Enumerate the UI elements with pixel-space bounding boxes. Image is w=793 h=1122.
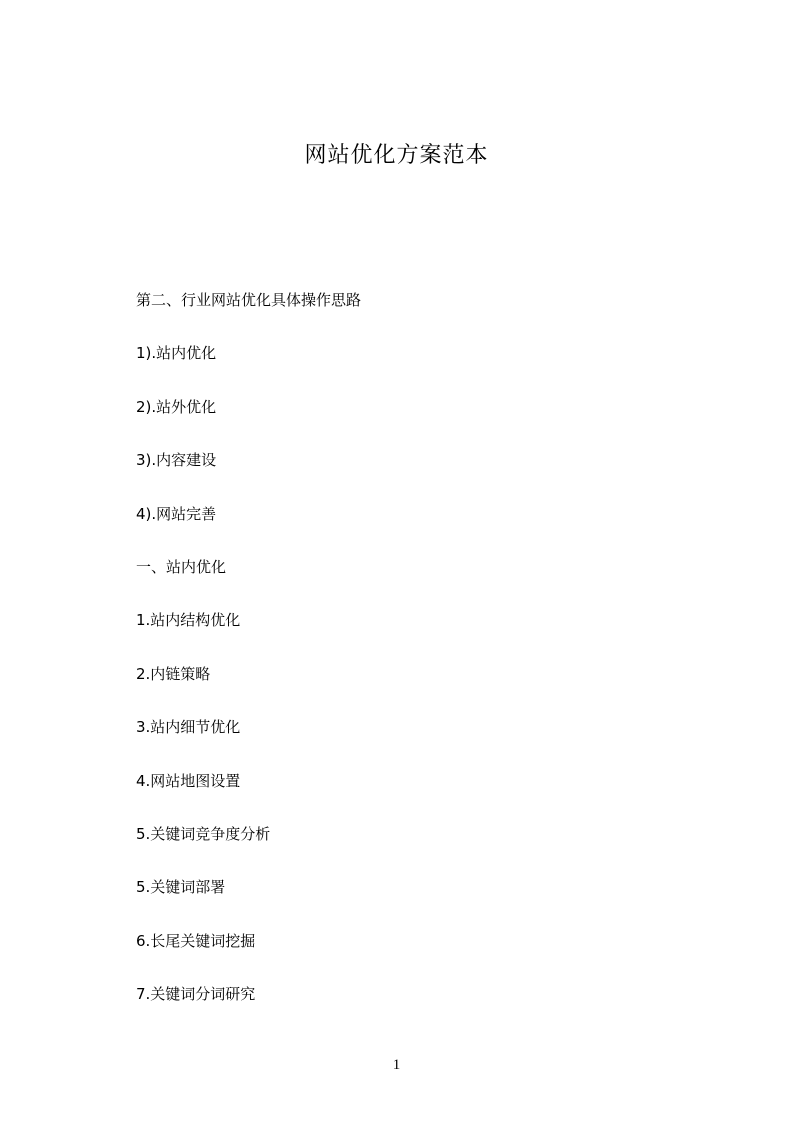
page-number: 1 [392,1057,401,1073]
outline-line-long-tail: 6.长尾关键词挖掘 [136,931,256,950]
outline-line-keyword-deployment: 5.关键词部署 [136,878,226,897]
outline-line-content: 3).内容建设 [136,451,217,470]
outline-line-website-improve: 4).网站完善 [136,504,217,523]
outline-line-onsite: 1).站内优化 [136,344,217,363]
outline-list [136,286,676,1033]
outline-line-internal-links: 2.内链策略 [136,664,211,683]
outline-line-structure: 1.站内结构优化 [136,611,241,630]
outline-line-segmentation: 7.关键词分词研究 [136,985,256,1004]
outline-line-details: 3.站内细节优化 [136,718,241,737]
outline-line-section-one: 一、站内优化 [136,557,227,576]
outline-line-offsite: 2).站外优化 [136,397,217,416]
outline-line-keyword-competition: 5.关键词竞争度分析 [136,824,271,843]
document-title: 网站优化方案范本 [304,143,489,168]
outline-line-sitemap: 4.网站地图设置 [136,771,241,790]
outline-line-section-two: 第二、行业网站优化具体操作思路 [136,291,362,309]
